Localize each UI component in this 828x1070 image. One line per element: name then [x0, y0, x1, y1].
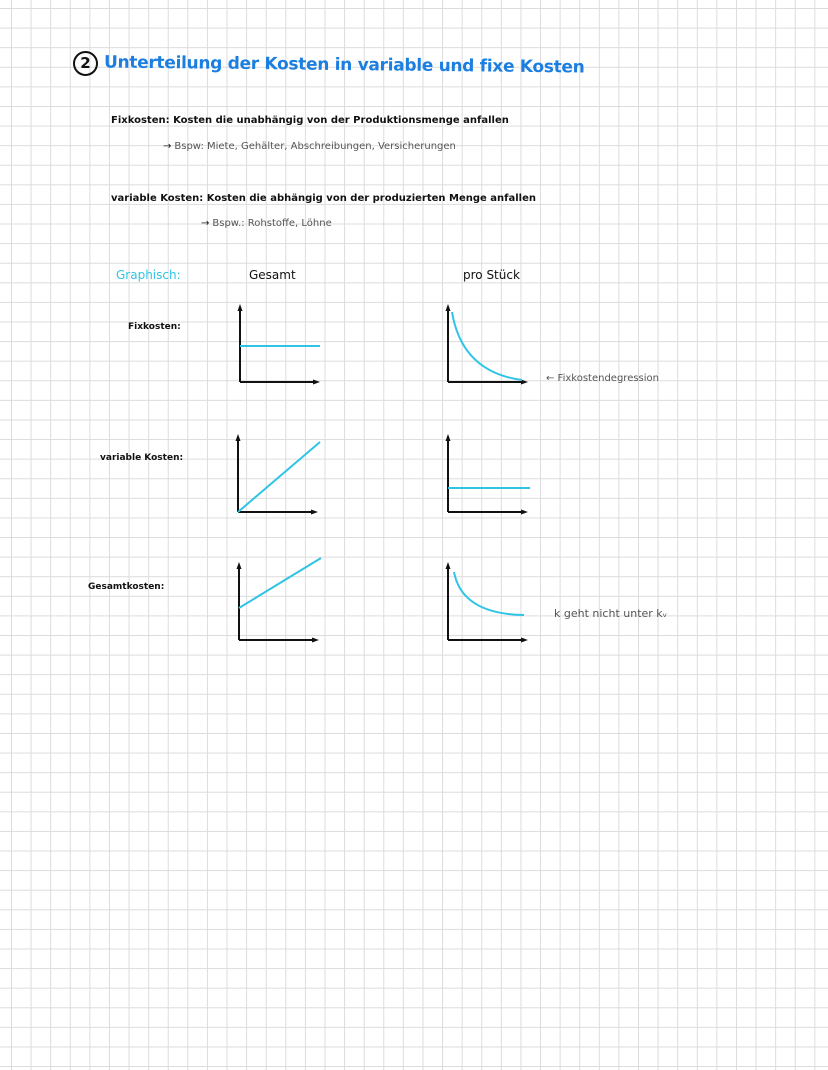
fixed-costs-example: Bspw: Miete, Gehälter, Abschreibungen, Versicherungen — [174, 141, 456, 152]
arrow-right-icon: → — [201, 218, 210, 229]
graph-variable-per-unit — [438, 430, 538, 520]
note-total-costs: k geht nicht unter kᵥ — [554, 607, 668, 620]
section-number: 2 — [73, 51, 98, 76]
fixed-costs-definition: Fixkosten: Kosten die unabhängig von der Produktionsmenge anfallen — [111, 115, 509, 126]
arrow-right-icon: → — [163, 141, 172, 152]
row-label-variable-costs: variable Kosten: — [100, 453, 184, 463]
variable-costs-definition: variable Kosten: Kosten die abhängig von der produzierten Menge anfallen — [111, 193, 537, 204]
graph-fixed-per-unit — [438, 300, 538, 390]
column-heading-total: Gesamt — [249, 268, 296, 282]
variable-costs-example-row — [201, 218, 332, 229]
row-label-fixed-costs: Fixkosten: — [128, 322, 181, 332]
graph-fixed-total — [230, 300, 330, 390]
variable-costs-example: Bspw.: Rohstoffe, Löhne — [212, 218, 332, 229]
note-fixed-cost-degression: ← Fixkostendegression — [546, 373, 659, 384]
section-title: Unterteilung der Kosten in variable und fixe Kosten — [103, 52, 585, 78]
graphs-label: Graphisch: — [116, 268, 181, 282]
column-heading-per-unit: pro Stück — [463, 268, 520, 282]
row-label-total-costs: Gesamtkosten: — [88, 582, 165, 592]
graph-total-costs-total — [229, 558, 329, 648]
fixed-costs-example-row — [163, 141, 456, 152]
graph-variable-total — [228, 430, 328, 520]
graph-total-costs-per-unit — [438, 558, 538, 648]
